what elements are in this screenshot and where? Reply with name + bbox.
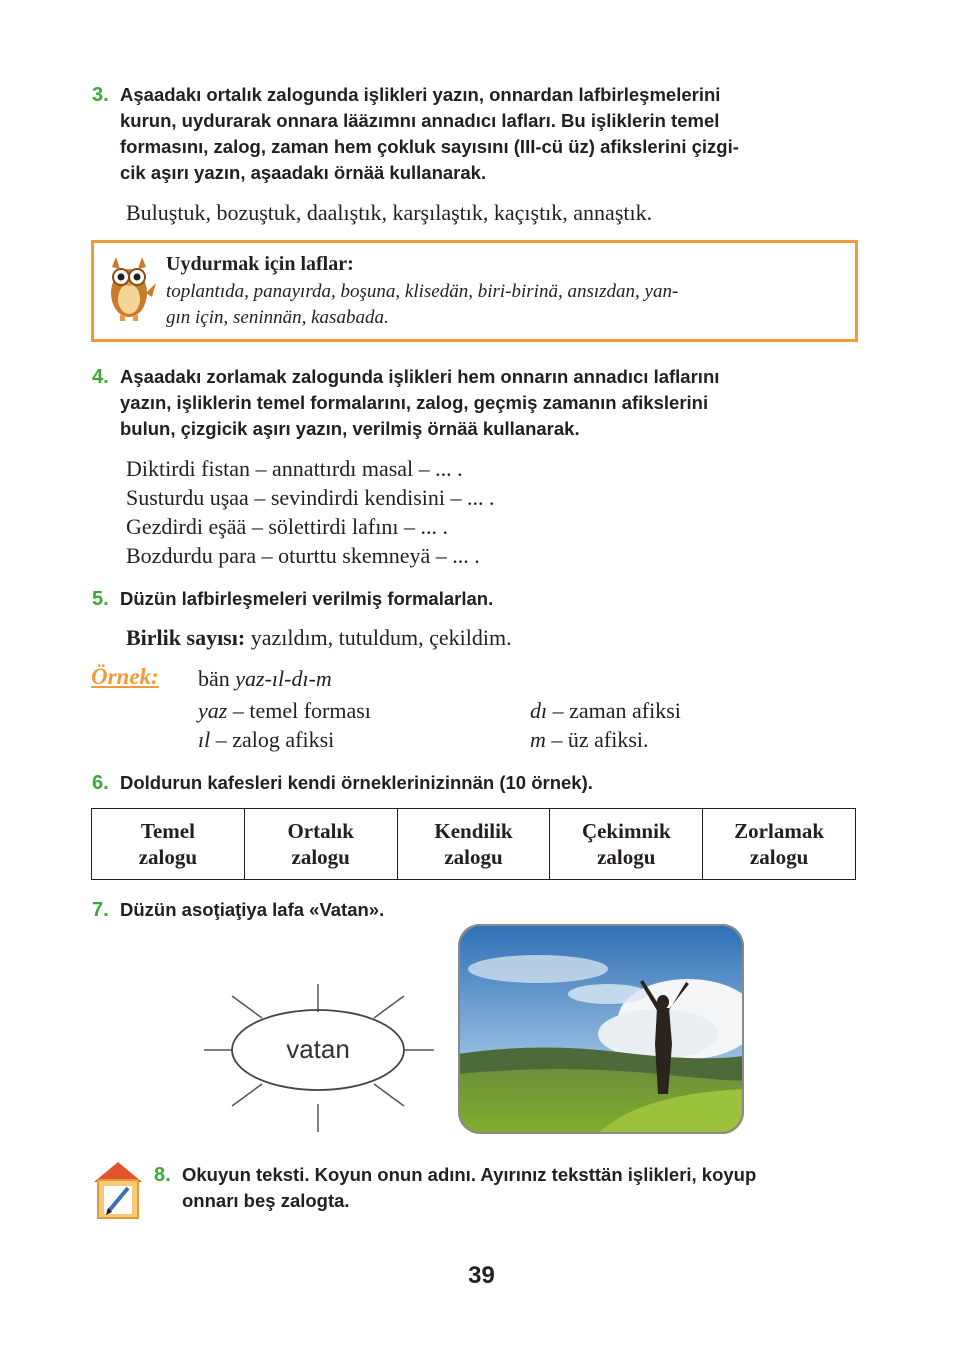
task-line: Aşaadakı zorlamak zalogunda işlikleri hem onnarın annadıcı laflarını (120, 366, 720, 387)
task-line: bulun, çizgicik aşırı yazın, verilmiş örnää kullanarak. (120, 418, 580, 439)
house-pencil-icon (92, 1160, 144, 1222)
part-desc: – zalog afiksi (215, 727, 335, 752)
example-part (530, 725, 649, 754)
task-number: 8. (154, 1164, 171, 1186)
part-desc: – zaman afiksi (552, 698, 681, 723)
number-label: Birlik sayısı: (126, 625, 246, 650)
task-line: yazın, işliklerin temel formalarını, zalog, geçmiş zamanın afikslerini (120, 392, 709, 413)
task-line: Aşaadakı ortalık zalogunda işlikleri yazın, onnardan lafbirleşmelerini (120, 84, 721, 105)
part-name: yaz (198, 698, 228, 723)
page-number: 39 (468, 1262, 495, 1289)
landscape-photo (458, 924, 744, 1134)
table-header-cell: Kendilik zalogu (397, 809, 550, 880)
task-line: kurun, uydurarak onnara lääzımnı annadıcı lafları. Bu işliklerin temel (120, 110, 720, 131)
tip-line: gın için, seninnän, kasabada. (166, 307, 389, 328)
table-header-cell: Ortalık zalogu (244, 809, 397, 880)
task-5-words: yazıldım, tutuldum, çekildim. (250, 625, 512, 650)
task-line: cik aşırı yazın, aşaadakı örnää kullanarak. (120, 162, 487, 183)
task-number: 7. (92, 899, 109, 921)
table-header-cell: Çekimnik zalogu (550, 809, 703, 880)
task-6 (92, 770, 856, 798)
task-3 (92, 82, 856, 192)
task-number: 5. (92, 588, 109, 610)
task-instructions: Düzün asoţiaţiya lafa «Vatan». (120, 899, 385, 920)
example-part (198, 696, 371, 725)
task-3-words: Buluştuk, bozuştuk, daalıştık, karşılaştık, kaçıştık, annaştık. (126, 200, 653, 225)
association-diagram (200, 978, 440, 1138)
table-row (92, 809, 856, 880)
task-5-words-line (126, 623, 512, 652)
example-line: Susturdu uşaa – sevindirdi kendisini – ... . (126, 485, 495, 510)
task-8 (154, 1162, 856, 1216)
part-desc: – üz afiksi. (551, 727, 649, 752)
task-7 (92, 897, 856, 925)
tip-text (166, 279, 836, 331)
table-header-cell: Zorlamak zalogu (703, 809, 856, 880)
task-instructions (120, 82, 856, 186)
part-name: dı (530, 698, 548, 723)
example-label: Örnek: (91, 664, 159, 689)
example-part (530, 696, 681, 725)
example-line: Gezdirdi eşää – sölettirdi lafını – ... . (126, 514, 448, 539)
task-number: 4. (92, 366, 109, 388)
owl-icon (102, 253, 158, 323)
task-instructions (120, 364, 856, 442)
part-name: m (530, 727, 546, 752)
example-part (198, 725, 334, 754)
example-word: yaz-ıl-dı-m (235, 666, 332, 691)
task-line: Okuyun teksti. Koyun onun adını. Ayırınız teksttän işlikleri, koyup (182, 1164, 757, 1185)
example-pronoun: bän (198, 666, 230, 691)
task-line: onnarı beş zalogta. (182, 1190, 350, 1211)
task-line: formasını, zalog, zaman hem çokluk sayısını (III-cü üz) afikslerini çizgi- (120, 136, 739, 157)
table-header-cell: Temel zalogu (92, 809, 245, 880)
part-desc: – temel forması (232, 698, 371, 723)
task-instructions (182, 1162, 856, 1214)
task-5 (92, 586, 856, 614)
diagram-word: vatan (286, 1034, 350, 1064)
tip-line: toplantıda, panayırda, boşuna, klisedän, biri-birinä, ansızdan, yan- (166, 281, 679, 302)
task-number: 6. (92, 772, 109, 794)
example-line: Bozdurdu para – oturttu skemneyä – ... . (126, 543, 480, 568)
part-name: ıl (198, 727, 211, 752)
task-number: 3. (92, 84, 109, 106)
task-4 (92, 364, 856, 444)
example-word-line (198, 664, 332, 693)
example-line: Diktirdi fistan – annattırdı masal – ... . (126, 456, 463, 481)
zalog-table (91, 808, 856, 880)
tip-title: Uydurmak için laflar: (166, 253, 354, 275)
task-instructions: Düzün lafbirleşmeleri verilmiş formalarlan. (120, 588, 494, 609)
task-instructions: Doldurun kafesleri kendi örneklerinizinnän (10 örnek). (120, 772, 593, 793)
tip-box (91, 240, 858, 342)
